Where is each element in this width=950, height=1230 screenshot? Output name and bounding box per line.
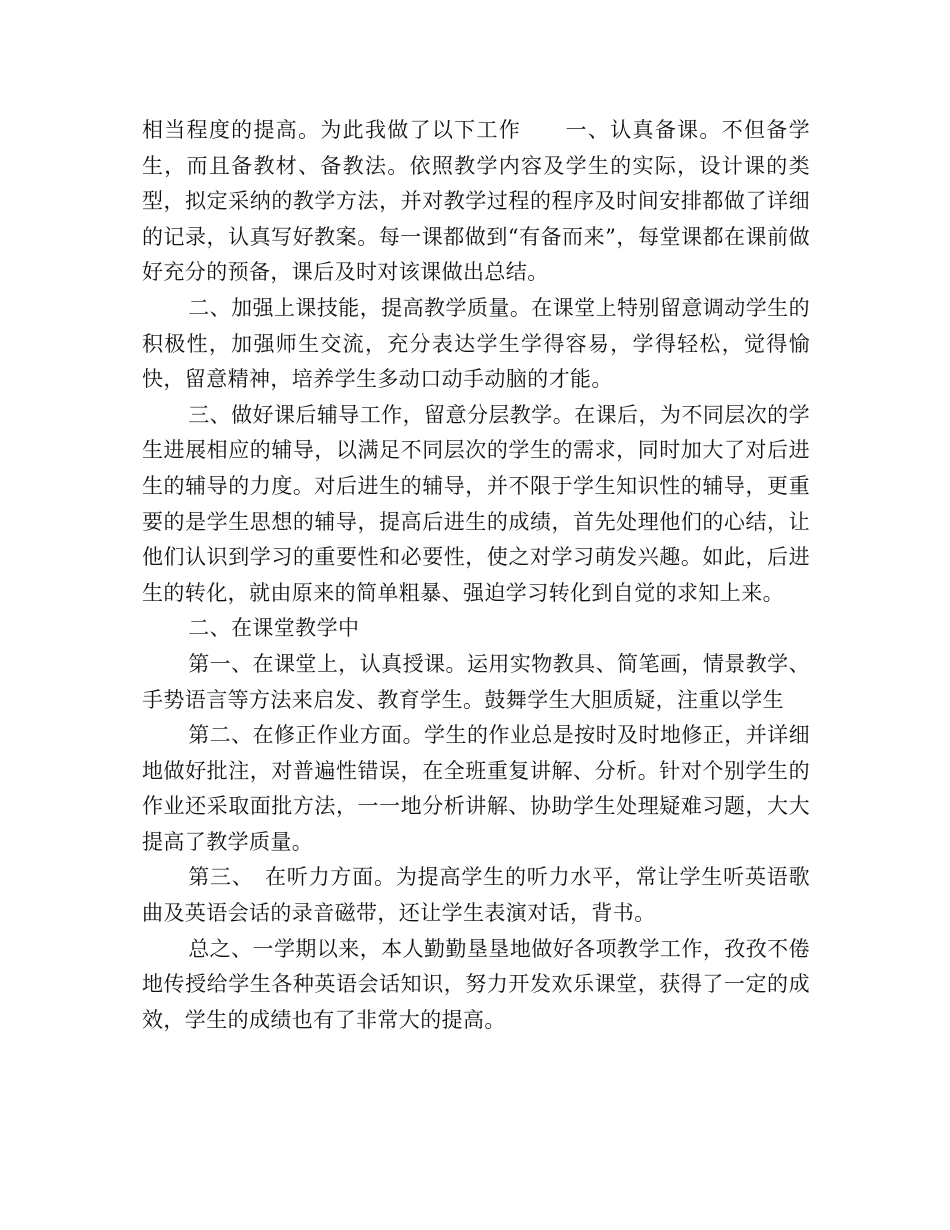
paragraph-after-class-tutoring: 三、做好课后辅导工作，留意分层教学。在课后，为不同层次的学生进展相应的辅导，以满足不同层次的学生的需求，同时加大了对后进生的辅导的力度。对后进生的辅导，并不限于学生知识性的辅导，更重要的是学生思想的辅导，提高后进生的成绩，首先处理他们的心结，让他们认识到学习的重要性和必要性，使之对学习萌发兴趣。如此，后进生的转化，就由原来的简单粗暴、强迫学习转化到自觉的求知上来。 bbox=[142, 402, 810, 605]
paragraph-second-point: 第二、在修正作业方面。学生的作业总是按时及时地修正，并详细地做好批注，对普遍性错误，在全班重复讲解、分析。针对个别学生的作业还采取面批方法，一一地分析讲解、协助学生处理疑难习题，大大提高了教学质量。 bbox=[142, 723, 810, 854]
paragraph-first-point: 第一、在课堂上，认真授课。运用实物教具、简笔画，情景教学、手势语言等方法来启发、教育学生。鼓舞学生大胆质疑，注重以学生 bbox=[142, 651, 810, 712]
section-heading-classroom-teaching: 二、在课堂教学中 bbox=[188, 616, 360, 641]
paragraph-continuation: 相当程度的提高。为此我做了以下工作 一、认真备课。不但备学生，而且备教材、备教法。依照教学内容及学生的实际，设计课的类型，拟定采纳的教学方法，并对教学过程的程序及时间安排都做了详细的记录，认真写好教案。每一课都做到“有备而来”，每堂课都在课前做好充分的预备，课后及时对该课做出总结。 bbox=[142, 118, 810, 285]
paragraph-summary: 总之、一学期以来，本人勤勤垦垦地做好各项教学工作，孜孜不倦地传授给学生各种英语会话知识，努力开发欢乐课堂，获得了一定的成效，学生的成绩也有了非常大的提高。 bbox=[142, 936, 810, 1032]
paragraph-third-point: 第三、 在听力方面。为提高学生的听力水平，常让学生听英语歌曲及英语会话的录音磁带，还让学生表演对话，背书。 bbox=[142, 865, 810, 926]
document-body bbox=[142, 113, 810, 1038]
paragraph-class-skills: 二、加强上课技能，提高教学质量。在课堂上特别留意调动学生的积极性，加强师生交流，充分表达学生学得容易，学得轻松，觉得愉快，留意精神，培养学生多动口动手动脑的才能。 bbox=[142, 295, 810, 392]
